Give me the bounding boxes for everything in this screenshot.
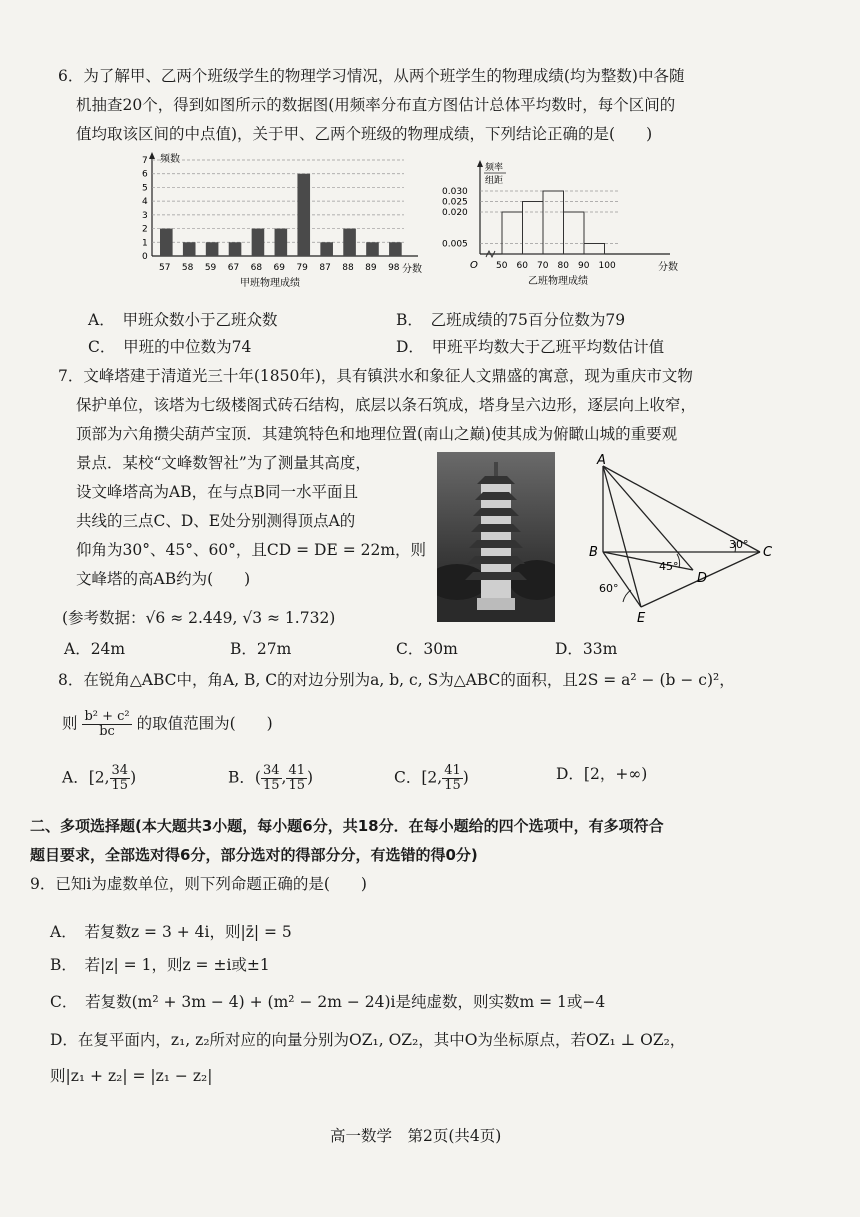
q8-fraction [82,710,131,739]
x-tick-label: 60 [516,261,528,271]
q8-b-num1: 34 [262,763,280,778]
q6-line1: 6．为了解甲、乙两个班级学生的物理学习情况，从两个班学生的物理成绩(均为整数)中各随 [58,67,685,85]
q8-frac-num: b² + c² [84,709,130,724]
origin-label: O [470,260,478,271]
q8-b-frac1 [261,764,282,793]
y-tick-label: 0.005 [442,239,468,250]
angle-45: 45° [659,560,679,573]
q8-option-d: D．[2，+∞) [556,765,648,783]
x-tick-label: 69 [273,263,285,273]
q8-c-pre: C．[2, [394,768,443,787]
x-tick-label: 50 [496,261,508,271]
q8-b-pre: B．( [228,768,261,787]
x-tick-label: 59 [204,263,217,273]
q8-a-pre: A．[2, [62,768,110,787]
chart-title: 乙班物理成绩 [528,276,588,287]
q6-option-c: C． 甲班的中位数为74 [88,338,252,356]
q7-line4: 景点．某校“文峰数智社”为了测量其高度， [76,454,371,472]
q7-line5: 设文峰塔高为AB，在与点B同一水平面且 [76,483,358,501]
y-label-bottom: 组距 [485,176,504,186]
q7-option-b: B．27m [230,640,292,658]
bar [389,242,402,256]
label-b: B [589,545,598,560]
bar [275,229,288,256]
q8-c-num: 41 [444,763,461,778]
histogram-bar [543,191,564,254]
q8-b-den1: 15 [262,778,280,793]
q8-b-frac2 [286,764,307,793]
label-d: D [697,571,708,586]
histogram-bar [523,202,544,255]
label-e: E [637,611,646,626]
x-tick-label: 100 [598,261,616,271]
x-tick-label: 70 [537,261,549,271]
q8-a-post: ) [130,768,137,787]
histogram-bar [564,212,585,254]
y-tick-label: 4 [142,197,148,208]
class-b-histogram [440,158,700,290]
tower-photo [437,452,555,622]
q6-line2: 机抽查20个，得到如图所示的数据图(用频率分布直方图估计总体平均数时，每个区间的 [76,96,676,114]
section2-line1: 二、多项选择题(本大题共3小题，每小题6分，共18分．在每小题给的四个选项中，有多项符合 [30,817,664,835]
q8-b-num2: 41 [288,763,305,778]
q7-reference: (参考数据：√6 ≈ 2.449, √3 ≈ 1.732) [62,609,336,627]
tower-geometry-figure [585,452,785,632]
y-axis-arrow [477,160,483,167]
y-label: 频数 [160,154,180,165]
x-tick-label: 68 [250,263,263,273]
x-tick-label: 57 [159,263,171,273]
bar [183,242,196,256]
pagoda-image [437,452,555,622]
q8-line1: 8．在锐角△ABC中，角A, B, C的对边分别为a, b, c, S为△ABC的面积，且2S = a² − (b − c)²， [58,671,735,689]
q7-line6: 共线的三点C、D、E处分别测得顶点A的 [76,512,356,530]
y-tick-label: 0 [142,252,148,262]
q9-option-b: B． 若|z| = 1，则z = ±i或±1 [50,956,270,974]
x-tick-label: 79 [296,263,308,273]
y-tick-label: 1 [142,238,148,249]
angle-30: 30° [729,538,749,551]
x-tick-label: 67 [227,263,240,273]
bar [366,242,379,256]
axis-break [486,251,495,257]
histogram-bar [502,212,523,254]
q8-c-post: ) [462,768,469,787]
y-tick-label: 0.020 [442,208,468,218]
x-tick-label: 80 [557,261,569,271]
x-tick-label: 87 [319,263,331,273]
y-tick-label: 7 [142,156,148,166]
y-tick-label: 5 [142,183,148,194]
section2-line2: 题目要求，全部选对得6分，部分选对的得部分分，有选错的得0分) [30,846,478,864]
angle-60: 60° [599,582,619,595]
q8-option-a [62,764,136,793]
x-label: 分数 [658,262,678,273]
q7-line1: 7．文峰塔建于清道光三十年(1850年)，具有镇洪水和象征人文鼎盛的寓意，现为重庆市文物 [58,367,693,385]
q8-b-mid: , [281,768,287,787]
bar [206,242,219,256]
y-tick-label: 6 [142,169,148,180]
class-a-chart [134,150,434,290]
bar [343,229,356,256]
q8-c-frac [442,764,463,793]
q8-b-den2: 15 [288,778,305,793]
y-tick-label: 0.025 [442,197,468,208]
q9-option-d-line1: D．在复平面内，z₁, z₂所对应的向量分别为OZ₁, OZ₂，其中O为坐标原点，若OZ₁ ⊥ OZ₂， [50,1031,686,1049]
x-label: 分数 [402,264,422,275]
q8-option-c [394,764,469,793]
x-tick-label: 90 [578,261,590,271]
x-tick-label: 89 [365,263,377,273]
q8-a-den: 15 [111,778,129,793]
label-a: A [597,453,606,468]
bar [229,242,242,256]
y-tick-label: 3 [142,210,148,221]
q7-option-a: A．24m [64,640,126,658]
y-axis-arrow [149,152,155,159]
q8-frac-den: bc [99,724,115,739]
q9-option-d-line2: 则|z₁ + z₂| = |z₁ − z₂| [50,1067,213,1085]
label-c: C [763,545,773,560]
q8-range-text: 的取值范围为( ) [136,714,273,733]
bar [297,174,310,256]
y-tick-label: 0.030 [442,187,468,197]
q9-option-c: C． 若复数(m² + 3m − 4) + (m² − 2m − 24)i是纯虚数，则实数m = 1或−4 [50,993,606,1011]
x-tick-label: 88 [342,263,354,273]
q8-option-b [228,764,313,793]
q6-option-a: A． 甲班众数小于乙班众数 [88,311,278,329]
page-footer: 高一数学 第2页(共4页) [330,1127,502,1145]
q8-line2 [62,710,273,739]
q7-line7: 仰角为30°、45°、60°，且CD = DE = 22m，则 [76,541,427,559]
x-tick-label: 98 [388,263,400,273]
chart-title: 甲班物理成绩 [240,278,300,289]
y-label-top: 频率 [485,163,504,173]
q8-then: 则 [62,714,78,733]
q7-line3: 顶部为六角攒尖葫芦宝顶．其建筑特色和地理位置(南山之巅)使其成为俯瞰山城的重要观 [76,425,678,443]
q6-option-d: D． 甲班平均数大于乙班平均数估计值 [396,338,665,356]
q7-option-d: D．33m [555,640,618,658]
q8-a-frac [110,764,131,793]
q6-option-b: B． 乙班成绩的75百分位数为79 [396,311,626,329]
bar [320,242,333,256]
q7-line8: 文峰塔的高AB约为( ) [76,570,251,588]
y-tick-label: 2 [142,224,148,235]
q8-c-den: 15 [444,778,461,793]
q9-option-a: A． 若复数z = 3 + 4i，则|z̄| = 5 [50,923,292,941]
bar [160,229,173,256]
q8-a-num: 34 [111,763,129,778]
bar [252,229,265,256]
q7-line2: 保护单位，该塔为七级楼阁式砖石结构，底层以条石筑成，塔身呈六边形，逐层向上收窄， [76,396,697,414]
q8-b-post: ) [306,768,314,787]
q6-line3: 值均取该区间的中点值)，关于甲、乙两个班级的物理成绩，下列结论正确的是( ) [76,125,653,143]
histogram-bar [584,244,605,255]
q7-option-c: C．30m [396,640,458,658]
x-tick-label: 58 [181,263,194,273]
q9-line1: 9．已知i为虚数单位，则下列命题正确的是( ) [30,875,367,893]
